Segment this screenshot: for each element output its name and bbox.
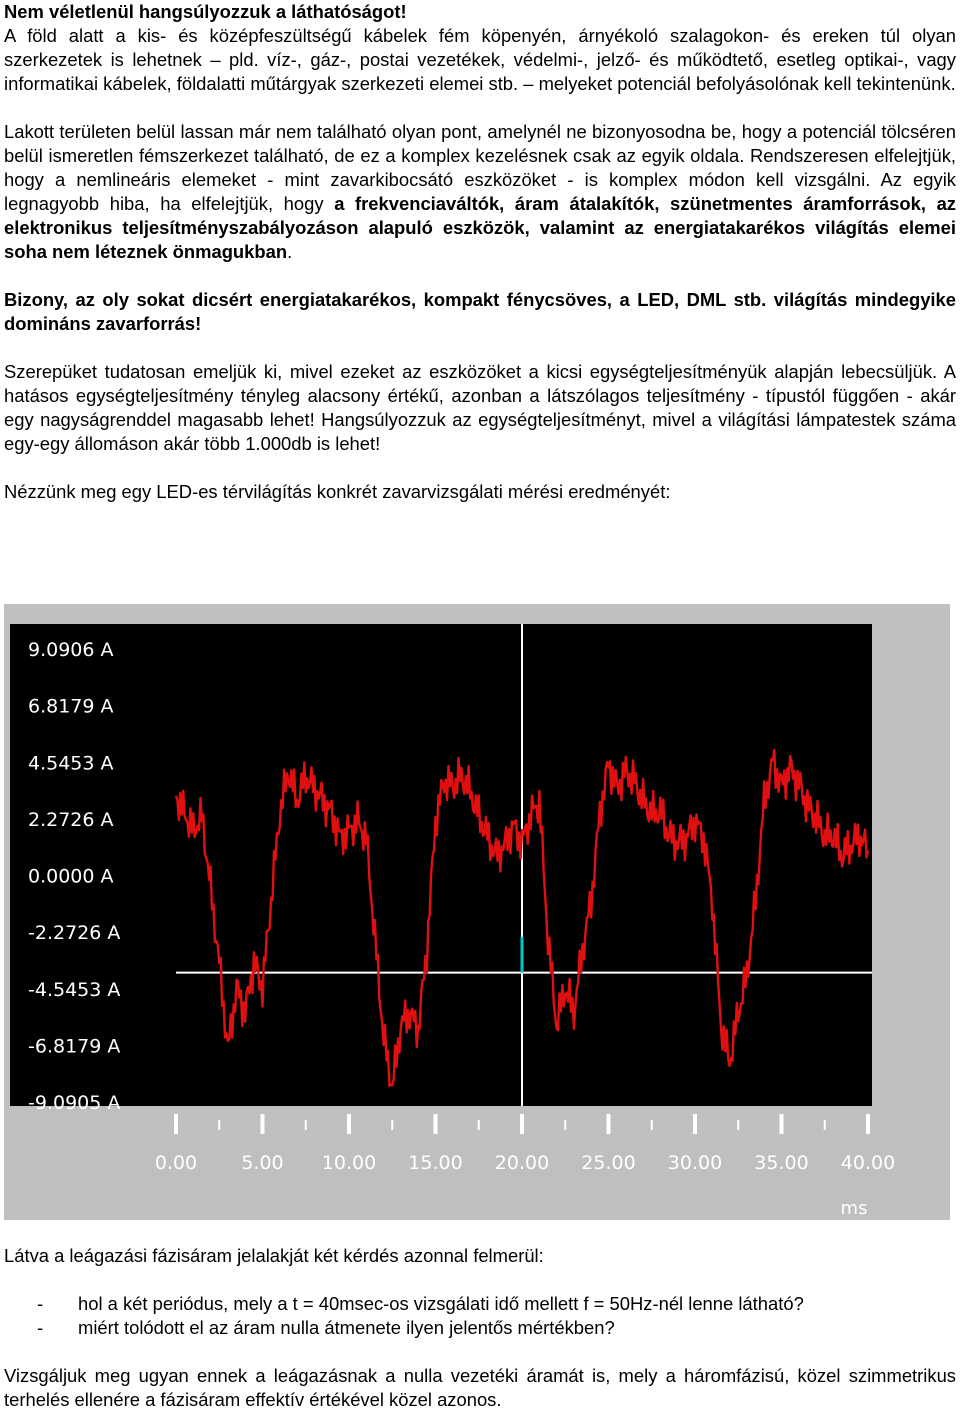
x-tick-label: 10.00: [321, 1152, 377, 1174]
x-tick-label: 40.00: [840, 1152, 896, 1174]
section6-intro: Látva a leágazási fázisáram jelalakját két kérdés azonnal felmerül:: [4, 1245, 544, 1266]
question-list: [4, 1292, 956, 1340]
y-tick-label: 4.5453 A: [28, 752, 114, 775]
bullet-dash: -: [37, 1317, 44, 1338]
question-text: hol a két periódus, mely a t = 40msec-os vizsgálati idő mellett f = 50Hz-nél lenne látható?: [78, 1293, 804, 1314]
document-upper: [4, 0, 956, 504]
section1-body: A föld alatt a kis- és középfeszültségű kábelek fém köpenyén, árnyékoló szalagokon- és ereken túl olyan szerkezetek is lehetnek – pld. víz-, gáz-, postai vezetékek, védelmi-, jelző- és működtető, esetleg optikai-, vagy informatikai kábelek, földalatti műtárgyak szerkezeti elemei stb. – melyeket potenciál befolyásolónak kell tekintenünk.: [4, 25, 956, 94]
x-tick-label: 35.00: [754, 1152, 809, 1174]
bullet-dash: -: [37, 1293, 44, 1314]
section2-bold-text: a frekvenciaváltók, áram átalakítók, szünetmentes áramforrások, az elektronikus teljesítményszabályozáson alapuló eszközök, valamint az energiatakarékos világítás elemei soha nem léteznek önmagukban: [4, 193, 957, 262]
x-tick-label: 30.00: [667, 1152, 723, 1174]
chart-svg: [4, 604, 950, 1220]
x-tick-label: 5.00: [241, 1152, 284, 1174]
section2-text: Lakott területen belül lassan már nem található olyan pont, amelynél ne bizonyosodna be, hogy a potenciál tölcséren belül ismeretlen fémszerkezet található, de ez a komplex kezelésnek csak az egyik oldala. Rendszeresen elfelejtjük, hogy a nemlineáris elemeket - mint zavarkibocsátó eszközöket - is komplex módon kell vizsgálni. Az egyik legnagyobb hiba, ha elfelejtjük, hogy: [4, 121, 956, 214]
section5-intro: Nézzünk meg egy LED-es térvilágítás konkrét zavarvizsgálati mérési eredményét:: [4, 481, 671, 502]
plot-area: [10, 624, 872, 1106]
y-tick-label: 0.0000 A: [28, 865, 114, 888]
list-item: [4, 1316, 956, 1340]
y-tick-label: 6.8179 A: [28, 695, 114, 718]
section2-tail: .: [287, 241, 293, 262]
y-tick-label: 2.2726 A: [28, 808, 114, 831]
x-tick-label: 0.00: [154, 1152, 198, 1174]
list-item: [4, 1292, 956, 1316]
y-tick-label: -4.5453 A: [28, 978, 121, 1001]
x-tick-label: 20.00: [494, 1152, 550, 1174]
closing-paragraph: Vizsgáljuk meg ugyan ennek a leágazásnak a nulla vezetéki áramát is, mely a háromfázisú, közel szimmetrikus terhelés ellenére a fázisáram effektív értékével közel azonos.: [4, 1365, 956, 1410]
section1-heading: Nem véletlenül hangsúlyozzuk a láthatóságot!: [4, 1, 407, 22]
question-text: miért tolódott el az áram nulla átmenete ilyen jelentős mértékben?: [78, 1317, 615, 1338]
section4-paragraph: Szerepüket tudatosan emeljük ki, mivel ezeket az eszközöket a kicsi egységteljesítményük alapján lebecsüljük. A hatásos egységteljesítmény tényleg alacsony értékű, azonban a látszólagos teljesítmény - típustól függően - akár egy nagyságrenddel magasabb lehet! Hangsúlyozzuk az egységteljesítményt, mivel a világítási lámpatestek száma egy-egy állomáson akár több 1.000db is lehet!: [4, 361, 956, 454]
y-tick-label: -9.0905 A: [28, 1092, 121, 1114]
y-tick-label: -6.8179 A: [28, 1035, 121, 1058]
y-tick-label: -2.2726 A: [28, 922, 121, 945]
section2-paragraph: [4, 120, 956, 264]
x-tick-label: 15.00: [408, 1152, 463, 1174]
y-tick-label: 9.0906 A: [28, 639, 114, 661]
section3-warning: Bizony, az oly sokat dicsért energiatakarékos, kompakt fénycsöves, a LED, DML stb. világítás mindegyike domináns zavarforrás!: [4, 289, 956, 334]
document-lower: [4, 1244, 956, 1412]
x-tick-label: 25.00: [581, 1152, 636, 1174]
x-axis-label: ms: [840, 1198, 868, 1219]
oscilloscope-chart: [4, 604, 950, 1220]
